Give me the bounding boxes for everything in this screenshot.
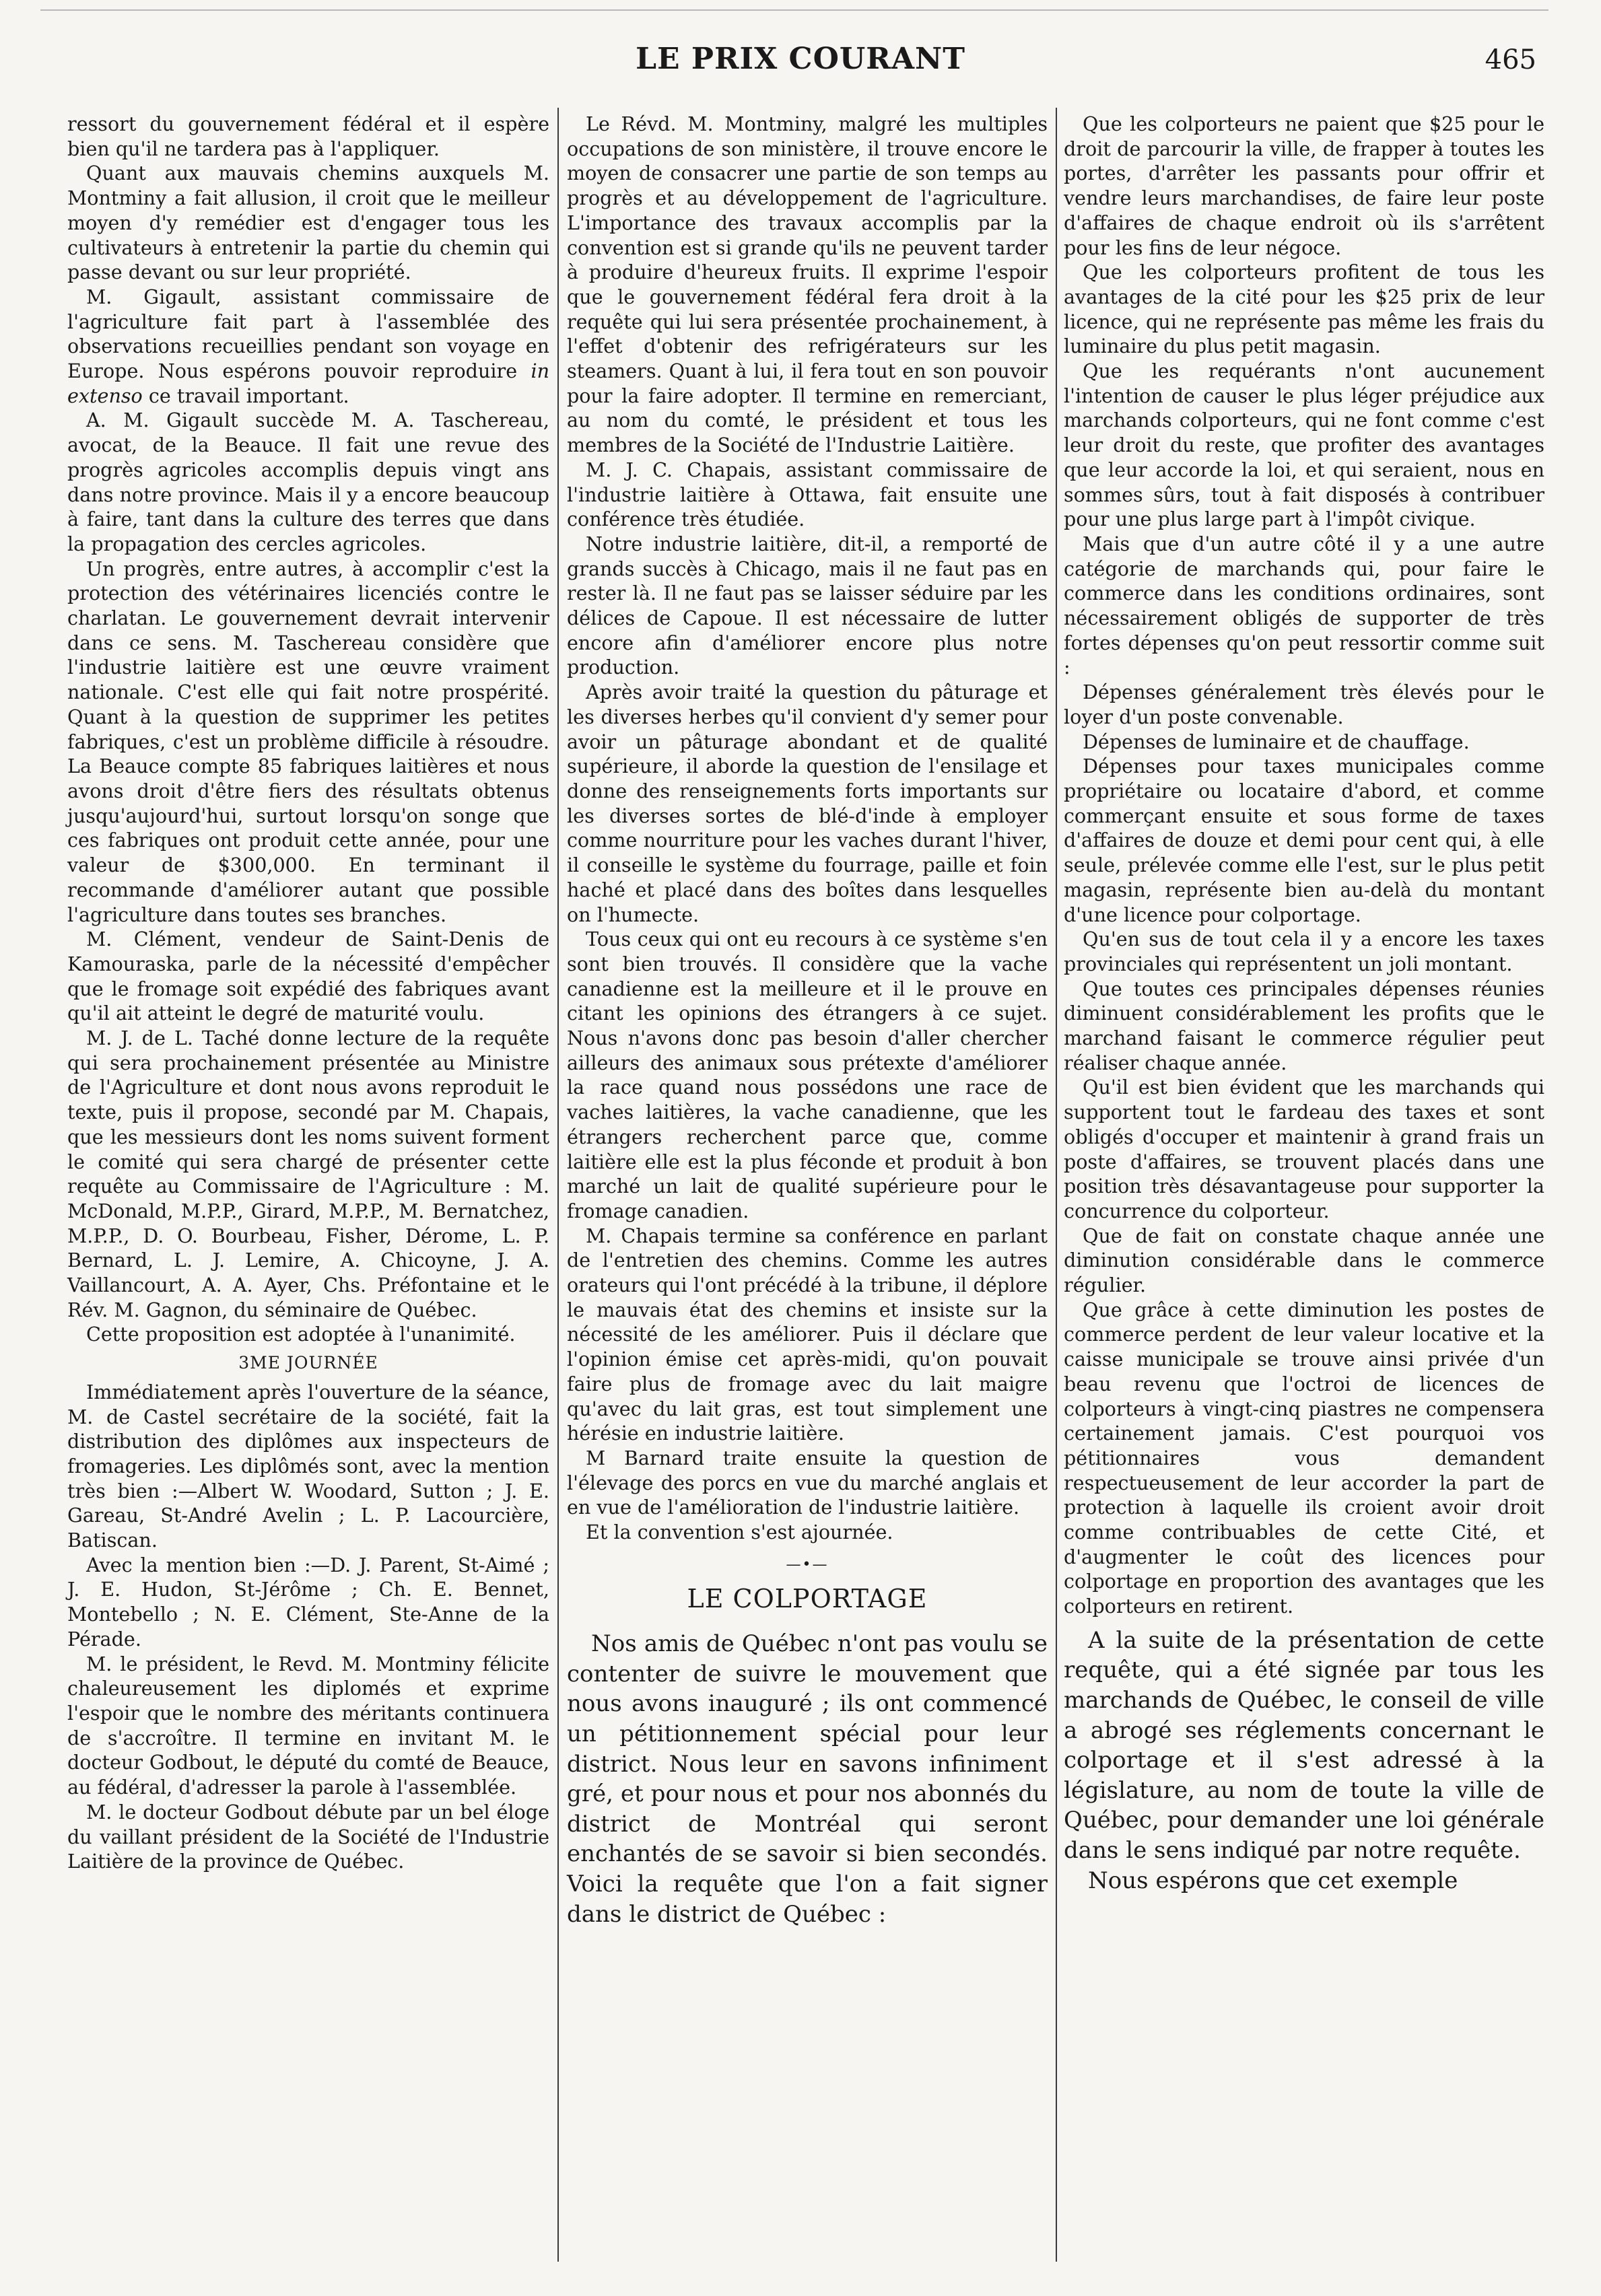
page-number: 465: [1485, 44, 1536, 75]
paragraph: Que les colporteurs profitent de tous les avantages de la cité pour les $25 prix de leur licence, qui ne représente pas même les frais du luminaire du plus petit magasin.: [1064, 260, 1544, 358]
subheading: 3ME JOURNÉE: [238, 1353, 378, 1373]
paragraph: Dépenses généralement très élevés pour le loyer d'un poste convenable.: [1064, 681, 1544, 728]
paragraph: M. J. C. Chapais, assistant commissaire de l'industrie laitière à Ottawa, fait ensuite une conférence très étudiée.: [567, 458, 1048, 531]
paragraph: M. le docteur Godbout débute par un bel éloge du vaillant président de la Société de l'Industrie Laitière de la province de Québec.: [67, 1800, 549, 1873]
page-header: [0, 42, 1601, 89]
paragraph: Et la convention s'est ajournée.: [586, 1521, 893, 1544]
paragraph: M. Clément, vendeur de Saint-Denis de Kamouraska, parle de la nécessité d'empêcher que le fromage soit expédié des fabriques avant qu'il ait atteint le degré de maturité voulu.: [67, 928, 549, 1025]
paragraph: Avec la mention bien :—D. J. Parent, St-Aimé ; J. E. Hudon, St-Jérôme ; Ch. E. Bennet, Montebello ; N. E. Clément, Ste-Anne de la Pérade.: [67, 1553, 549, 1650]
paragraph: Nos amis de Québec n'ont pas voulu se contenter de suivre le mouvement que nous avons inauguré ; ils ont commencé un pétitionnement spécial pour leur district. Nous leur en savons infiniment gré, et pour nous et pour nos abonnés du district de Montréal qui seront enchantés de se savoir si bien secondés. Voici la requête que l'on a fait signer dans le district de Québec :: [567, 1630, 1048, 1928]
paragraph: Immédiatement après l'ouverture de la séance, M. de Castel secrétaire de la société, fait la distribution des diplômes aux inspecteurs de fromageries. Les diplômés sont, avec la mention très bien :—Albert W. Woodard, Sutton ; J. E. Gareau, St-André Avelin ; L. P. Lacourcière, Batiscan.: [67, 1380, 549, 1552]
paragraph: Qu'en sus de tout cela il y a encore les taxes provinciales qui représentent un joli montant.: [1064, 928, 1544, 975]
column-divider: [557, 108, 559, 2262]
italic-phrase: in extenso: [67, 359, 549, 407]
paragraph: Que grâce à cette diminution les postes de commerce perdent de leur valeur locative et la caisse municipale se trouve ainsi privée d'un beau revenu que l'octroi de licences de colporteurs à vingt-cinq piastres ne compensera certainement jamais. C'est pourquoi vos pétitionnaires vous demandent respectueusement de leur accorder la part de protection à laquelle ils croient avoir droit comme contribuables de cette Cité, et d'augmenter le coût des licences pour colportage en proportion des avantages que les colporteurs en retirent.: [1064, 1298, 1544, 1618]
paragraph: Cette proposition est adoptée à l'unanimité.: [86, 1323, 516, 1346]
paragraph: Nous espérons que cet exemple: [1088, 1867, 1458, 1894]
column-1: [67, 112, 549, 2259]
paragraph: Après avoir traité la question du pâturage et les diverses herbes qu'il convient d'y semer pour avoir un pâturage abondant et de qualité supérieure, il aborde la question de l'ensilage et donne des renseignements forts importants sur les diverses sortes de blé-d'inde à employer comme nourriture pour les vaches durant l'hiver, il conseille le système du fourrage, paille et foin haché et placé dans des boîtes dans lesquelles on l'humecte.: [567, 681, 1048, 926]
paragraph: ressort du gouvernement fédéral et il espère bien qu'il ne tardera pas à l'appliquer.: [67, 112, 549, 160]
paragraph: Que toutes ces principales dépenses réunies diminuent considérablement les profits que le marchand faisant le commerce régulier peut réaliser chaque année.: [1064, 977, 1544, 1074]
column-3: [1064, 112, 1544, 2259]
paragraph: M. le président, le Revd. M. Montminy félicite chaleureusement les diplomés et exprime l'espoir que le nombre des méritants continuera de s'accroître. Il termine en invitant M. le docteur Godbout, le député du comté de Beauce, au fédéral, d'adresser la parole à l'assemblée.: [67, 1652, 549, 1799]
paragraph: Dépenses de luminaire et de chauffage.: [1083, 730, 1470, 753]
large-type-block: [1064, 1626, 1544, 1895]
paragraph: Quant aux mauvais chemins auxquels M. Montminy a fait allusion, il croit que le meilleur moyen d'y remédier est d'engager tous les cultivateurs à entretenir la partie du chemin qui passe devant ou sur leur propriété.: [67, 162, 549, 284]
paragraph: Tous ceux qui ont eu recours à ce système s'en sont bien trouvés. Il considère que la vache canadienne est la meilleure et il le prouve en citant les opinions des étrangers à ce sujet. Nous n'avons donc pas besoin d'aller chercher ailleurs des animaux sous prétexte d'améliorer la race quand nous possédons une race de vaches laitières, la vache canadienne, que les étrangers recherchent parce que, comme laitière elle est la plus féconde et produit à bon marché un lait de qualité supérieure pour le fromage canadien.: [567, 928, 1048, 1222]
paragraph: Mais que d'un autre côté il y a une autre catégorie de marchands qui, pour faire le commerce dans les conditions ordinaires, sont nécessairement obligés de supporter de très fortes dépenses qu'on peut ressortir comme suit :: [1064, 532, 1544, 679]
paragraph: M. Chapais termine sa conférence en parlant de l'entretien des chemins. Comme les autres orateurs qui l'ont précédé à la tribune, il déplore le mauvais état des chemins et insiste sur la nécessité de les améliorer. Puis il déclare que l'opinion émise cet après-midi, qu'on pouvait faire plus de fromage avec du lait maigre qu'avec du lait gras, est tout simplement une hérésie en industrie laitière.: [567, 1224, 1048, 1445]
paragraph: Dépenses pour taxes municipales comme propriétaire ou locataire d'abord, et comme commerçant ensuite et sous forme de taxes d'affaires de douze et demi pour cent qui, à elle seule, prélevée comme elle l'est, sur le plus petit magasin, représente bien au-delà du montant d'une licence pour colportage.: [1064, 755, 1544, 926]
paragraph: Qu'il est bien évident que les marchands qui supportent tout le fardeau des taxes et sont obligés d'occuper et maintenir à grand frais un poste d'affaires, se trouvent placés dans une position très désavantageuse pour supporter la concurrence du colporteur.: [1064, 1076, 1544, 1222]
paragraph: Un progrès, entre autres, à accomplir c'est la protection des vétérinaires licenciés contre le charlatan. Le gouvernement devrait intervenir dans ce sens. M. Taschereau considère que l'industrie laitière est une œuvre vraiment nationale. C'est elle qui fait notre prospérité. Quant à la question de supprimer les petites fabriques, c'est un problème difficile à résoudre. La Beauce compte 85 fabriques laitières et nous avons droit d'être fiers des résultats obtenus jusqu'aujourd'hui, surtout lorsqu'on songe que ces fabriques ont produit cette année, pour une valeur de $300,000. En terminant il recommande d'améliorer autant que possible l'agriculture dans toutes ses branches.: [67, 557, 549, 926]
paragraph: Que de fait on constate chaque année une diminution considérable dans le commerce régulier.: [1064, 1224, 1544, 1297]
section-heading: LE COLPORTAGE: [687, 1584, 928, 1614]
paragraph: Que les requérants n'ont aucunement l'intention de causer le plus léger préjudice aux marchands colporteurs, qui ne font comme c'est leur droit du reste, que profiter des avantages que leur accorde la loi, et qui seraient, nous en sommes sûrs, tout à fait disposés à contribuer pour une plus large part à l'impôt civique.: [1064, 359, 1544, 531]
top-rule: [40, 9, 1548, 11]
paragraph: Notre industrie laitière, dit-il, a remporté de grands succès à Chicago, mais il ne faut pas en rester là. Il ne faut pas se laisser séduire par les délices de Capoue. Il est nécessaire de lutter encore afin d'améliorer encore plus notre production.: [567, 532, 1048, 679]
paragraph: A. M. Gigault succède M. A. Taschereau, avocat, de la Beauce. Il fait une revue des progrès agricoles accomplis depuis vingt ans dans notre province. Mais il y a encore beaucoup à faire, tant dans la culture des terres que dans la propagation des cercles agricoles.: [67, 409, 549, 555]
paragraph: Le Révd. M. Montminy, malgré les multiples occupations de son ministère, il trouve encore le moyen de consacrer une partie de son temps au progrès et au développement de l'agriculture. L'importance des travaux accomplis par la convention est si grande qu'ils ne peuvent tarder à produire d'heureux fruits. Il exprime l'espoir que le gouvernement fédéral fera droit à la requête qui lui sera présentée prochainement, à l'effet d'obtenir des refrigérateurs sur les steamers. Quant à lui, il fera tout en son pouvoir pour la faire adopter. Il termine en remerciant, au nom du comté, le président et tous les membres de la Société de l'Industrie Laitière.: [567, 112, 1048, 457]
page-title: LE PRIX COURANT: [636, 42, 965, 76]
paragraph: M. Gigault, assistant commissaire de l'agriculture fait part à l'assemblée des observations recueillies pendant son voyage en Europe. Nous espérons pouvoir reproduire in extenso ce travail important.: [67, 285, 549, 407]
paragraph: Que les colporteurs ne paient que $25 pour le droit de parcourir la ville, de frapper à toutes les portes, d'arrêter les passants pour offrir et vendre leurs marchandises, de faire leur poste d'affaires de chaque endroit où ils s'arrêtent pour les fins de leur négoce.: [1064, 112, 1544, 259]
paragraph: A la suite de la présentation de cette requête, qui a été signée par tous les marchands de Québec, le conseil de ville a abrogé ses réglements concernant le colportage et il s'est adressé à la législature, au nom de toute la ville de Québec, pour demander une loi générale dans le sens indiqué par notre requête.: [1064, 1626, 1544, 1865]
separator-ornament: —•—: [786, 1556, 829, 1573]
column-2: [567, 112, 1048, 2259]
large-type-block: [567, 1629, 1048, 1929]
column-divider: [1056, 108, 1057, 2262]
paragraph: M Barnard traite ensuite la question de l'élevage des porcs en vue du marché anglais et en vue de l'amélioration de l'industrie laitière.: [567, 1446, 1048, 1519]
paragraph: M. J. de L. Taché donne lecture de la requête qui sera prochainement présentée au Ministre de l'Agriculture et dont nous avons reproduit le texte, puis il propose, secondé par M. Chapais, que les messieurs dont les noms suivent forment le comité qui sera chargé de présenter cette requête au Commissaire de l'Agriculture : M. McDonald, M.P.P., Girard, M.P.P., M. Bernatchez, M.P.P., D. O. Bourbeau, Fisher, Dérome, L. P. Bernard, L. J. Lemire, A. Chicoyne, J. A. Vaillancourt, A. A. Ayer, Chs. Préfontaine et le Rév. M. Gagnon, du séminaire de Québec.: [67, 1027, 549, 1321]
